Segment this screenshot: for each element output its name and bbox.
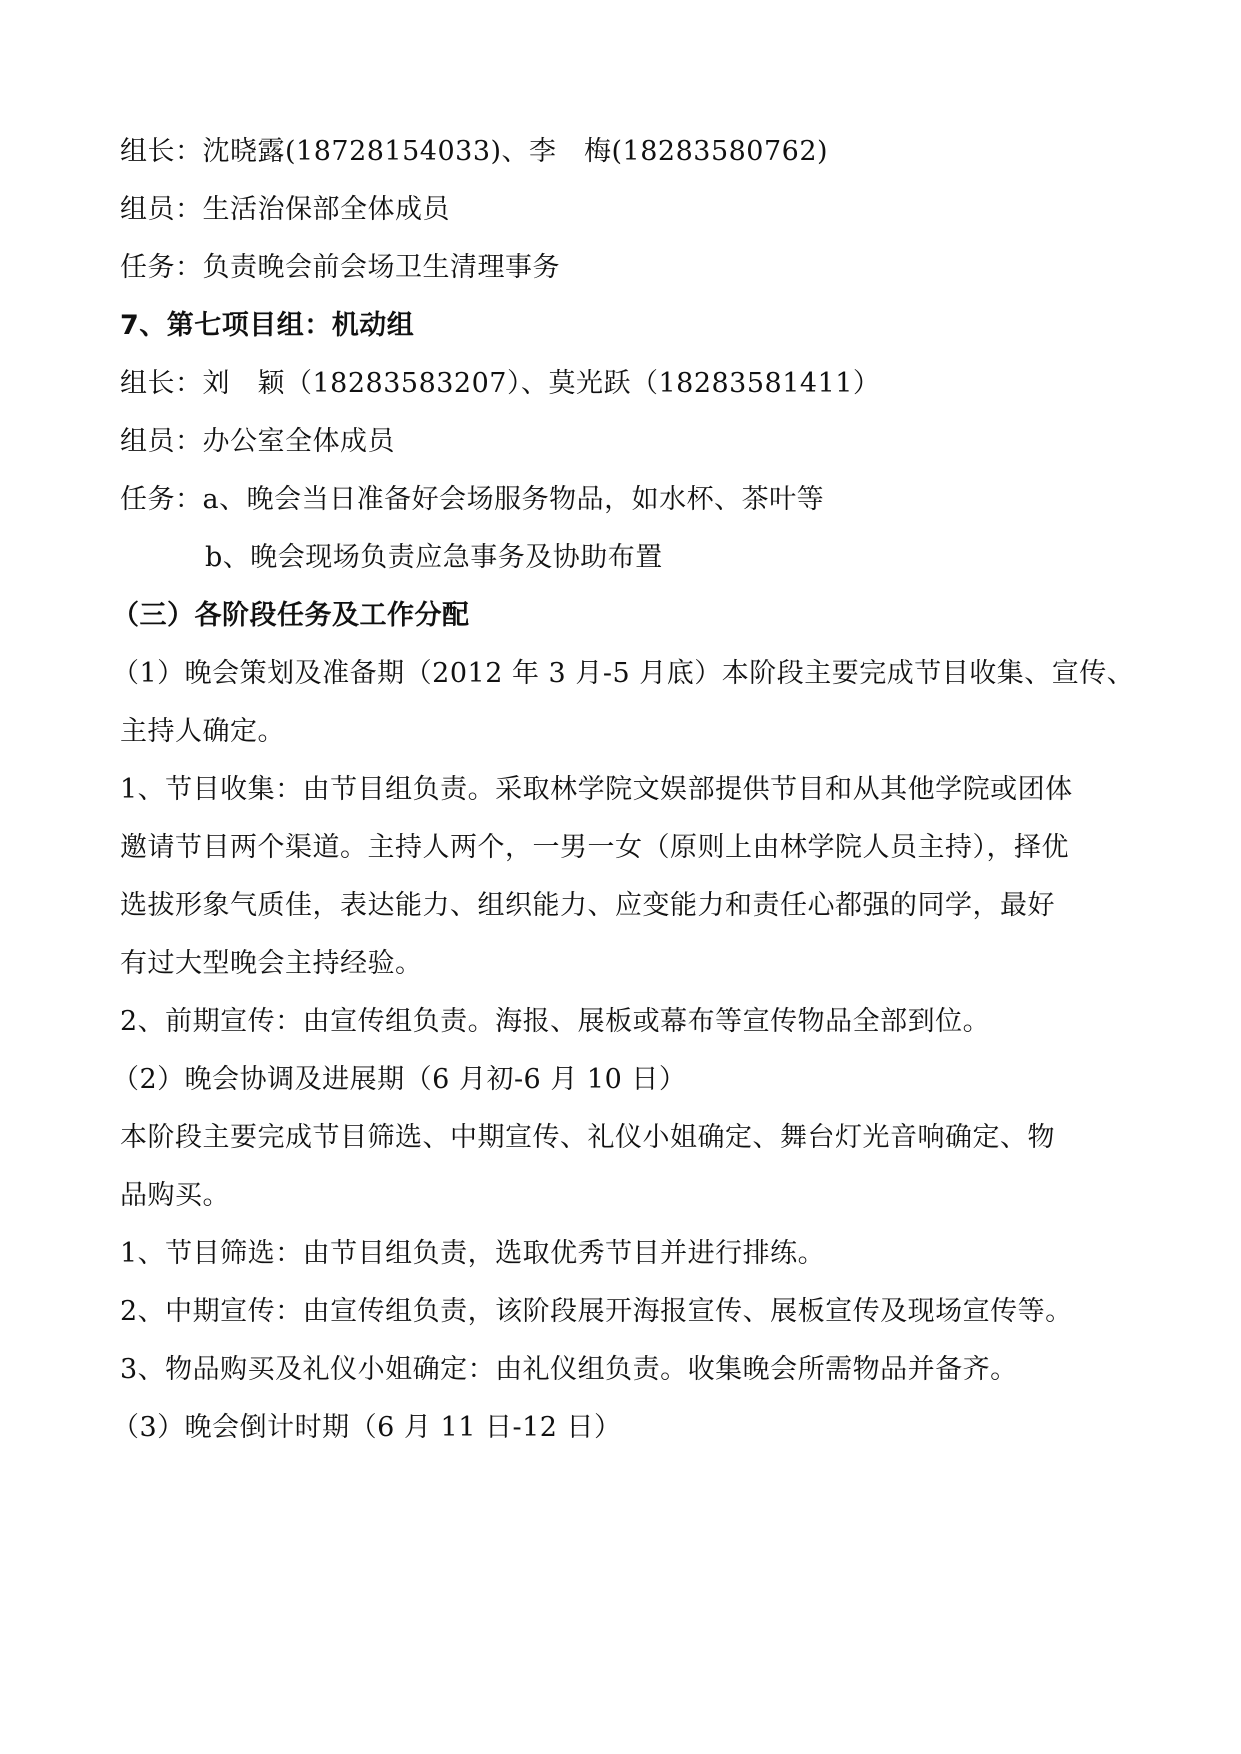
phase2-item3-line: 3、物品购买及礼仪小姐确定：由礼仪组负责。收集晚会所需物品并备齐。 (120, 1354, 1018, 1385)
section-three-heading: （三）各阶段任务及工作分配 (112, 600, 470, 631)
phase3-heading-line: （3）晚会倒计时期（6 月 11 日-12 日） (112, 1412, 622, 1443)
phase1-heading-cont: 主持人确定。 (120, 716, 285, 747)
group6-members-line: 组员：生活治保部全体成员 (120, 194, 450, 225)
group6-task-line: 任务：负责晚会前会场卫生清理事务 (120, 252, 560, 283)
phase2-intro-line1: 本阶段主要完成节目筛选、中期宣传、礼仪小姐确定、舞台灯光音响确定、物 (120, 1122, 1055, 1153)
group7-task-a-line: 任务：a、晚会当日准备好会场服务物品，如水杯、茶叶等 (120, 484, 825, 515)
phase1-item1-line4: 有过大型晚会主持经验。 (120, 948, 423, 979)
phase1-heading-line: （1）晚会策划及准备期（2012 年 3 月-5 月底）本阶段主要完成节目收集、宣传、 (112, 658, 1135, 689)
group6-leader-line: 组长：沈晓露(18728154033)、李 梅(18283580762) (120, 136, 829, 167)
group7-task-b-line: b、晚会现场负责应急事务及协助布置 (205, 542, 663, 573)
phase1-item2-line: 2、前期宣传：由宣传组负责。海报、展板或幕布等宣传物品全部到位。 (120, 1006, 991, 1037)
phase2-item1-line: 1、节目筛选：由节目组负责，选取优秀节目并进行排练。 (120, 1238, 826, 1269)
phase2-item2-line: 2、中期宣传：由宣传组负责，该阶段展开海报宣传、展板宣传及现场宣传等。 (120, 1296, 1073, 1327)
group7-heading: 7、第七项目组：机动组 (120, 310, 415, 341)
phase1-item1-line1: 1、节目收集：由节目组负责。采取林学院文娱部提供节目和从其他学院或团体 (120, 774, 1073, 805)
group7-members-line: 组员：办公室全体成员 (120, 426, 395, 457)
phase1-item1-line2: 邀请节目两个渠道。主持人两个，一男一女（原则上由林学院人员主持），择优 (120, 832, 1069, 863)
phase1-item1-line3: 选拔形象气质佳，表达能力、组织能力、应变能力和责任心都强的同学，最好 (120, 890, 1055, 921)
phase2-heading-line: （2）晚会协调及进展期（6 月初-6 月 10 日） (112, 1064, 687, 1095)
group7-leader-line: 组长：刘 颖（18283583207）、莫光跃（18283581411） (120, 368, 881, 399)
phase2-intro-line2: 品购买。 (120, 1180, 230, 1211)
